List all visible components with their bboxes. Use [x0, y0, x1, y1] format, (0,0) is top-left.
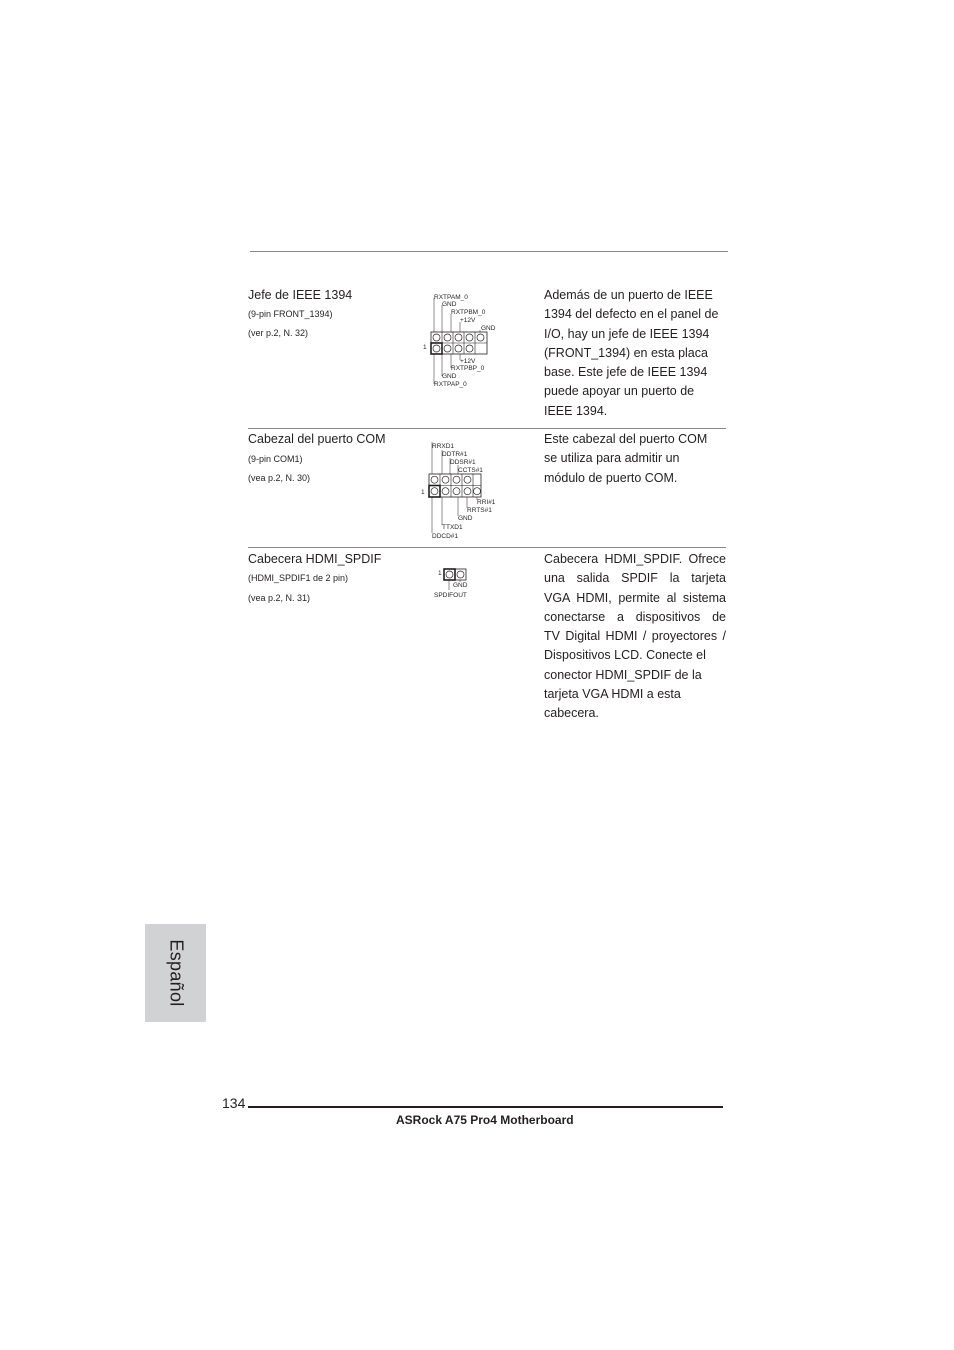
hdmi-spdif-pin-diagram	[432, 566, 492, 618]
desc-line: conector HDMI_SPDIF de la	[544, 667, 702, 682]
pin-label: TTXD1	[442, 524, 463, 531]
desc-line: se utiliza para admitir un	[544, 451, 680, 466]
pin-one-marker: 1	[423, 344, 427, 351]
desc-line: conectarse a dispositivos de	[544, 609, 726, 624]
footer-title: ASRock A75 Pro4 Motherboard	[396, 1113, 574, 1127]
ieee1394-pin-diagram	[422, 290, 512, 395]
pin-label: RRTS#1	[467, 507, 492, 514]
pin-label: DDSR#1	[450, 459, 476, 466]
pin-label: RXTPBP_0	[451, 365, 485, 372]
pin-label: SPDIFOUT	[434, 592, 467, 599]
section-subtitle: (9-pin COM1)	[248, 454, 303, 464]
pin-label: GND	[442, 373, 457, 380]
pin-label: RXTPBM_0	[451, 309, 486, 316]
pin-label: GND	[458, 515, 473, 522]
footer-rule	[248, 1106, 723, 1108]
desc-line: Además de un puerto de IEEE	[544, 288, 713, 302]
desc-line: Dispositivos LCD. Conecte el	[544, 648, 706, 663]
desc-line: Este cabezal del puerto COM	[544, 432, 708, 446]
desc-line: puede apoyar un puerto de	[544, 384, 695, 399]
section-reference: (vea p.2, N. 31)	[248, 593, 311, 603]
pin-label: RRI#1	[477, 499, 496, 506]
section-ieee1394	[248, 286, 726, 426]
pin-label: GND	[442, 301, 457, 308]
pin-label: GND	[453, 582, 468, 589]
desc-line: TV Digital HDMI / proyectores /	[544, 629, 726, 644]
pin-label: CCTS#1	[458, 467, 483, 474]
pin-label: DDTR#1	[442, 451, 468, 458]
section-title: Cabezal del puerto COM	[248, 432, 386, 446]
pin-label: RXTPAP_0	[434, 381, 467, 388]
pin-label: RXTPAM_0	[434, 294, 468, 301]
desc-line: cabecera.	[544, 706, 599, 721]
section-divider	[248, 428, 726, 429]
desc-line: I/O, hay un jefe de IEEE 1394	[544, 326, 710, 341]
section-divider	[248, 547, 726, 548]
section-subtitle: (HDMI_SPDIF1 de 2 pin)	[248, 573, 349, 583]
desc-line: VGA HDMI, permite al sistema	[544, 590, 726, 605]
section-com-port	[248, 430, 726, 545]
section-description	[544, 550, 726, 724]
desc-line: (FRONT_1394) en esta placa	[544, 345, 708, 360]
section-description	[544, 430, 726, 488]
page-number: 134	[222, 1095, 246, 1111]
section-description	[544, 286, 726, 421]
pin-label: +12V	[460, 358, 476, 365]
desc-line: una salida SPDIF la tarjeta	[544, 571, 726, 586]
desc-line: IEEE 1394.	[544, 403, 608, 418]
top-rule	[250, 251, 728, 252]
com-port-pin-diagram	[420, 438, 510, 550]
section-reference: (ver p.2, N. 32)	[248, 328, 309, 338]
desc-line: Cabecera HDMI_SPDIF. Ofrece	[544, 552, 726, 566]
section-hdmi-spdif	[248, 550, 726, 725]
pin-one-marker: 1	[421, 489, 425, 496]
pin-label: RRXD1	[432, 443, 455, 450]
pin-one-marker: 1	[438, 570, 442, 577]
pin-label: +12V	[460, 317, 476, 324]
pin-label: GND	[481, 325, 496, 332]
desc-line: 1394 del defecto en el panel de	[544, 307, 719, 322]
desc-line: módulo de puerto COM.	[544, 470, 678, 485]
desc-line: base. Este jefe de IEEE 1394	[544, 365, 708, 380]
section-reference: (vea p.2, N. 30)	[248, 473, 311, 483]
desc-line: tarjeta VGA HDMI a esta	[544, 687, 681, 702]
pin-label: DDCD#1	[432, 533, 459, 540]
section-subtitle: (9-pin FRONT_1394)	[248, 309, 333, 319]
language-tab-label: Español	[166, 939, 186, 1007]
language-tab	[145, 924, 206, 1022]
section-title: Jefe de IEEE 1394	[248, 288, 353, 302]
section-title: Cabecera HDMI_SPDIF	[248, 552, 382, 566]
